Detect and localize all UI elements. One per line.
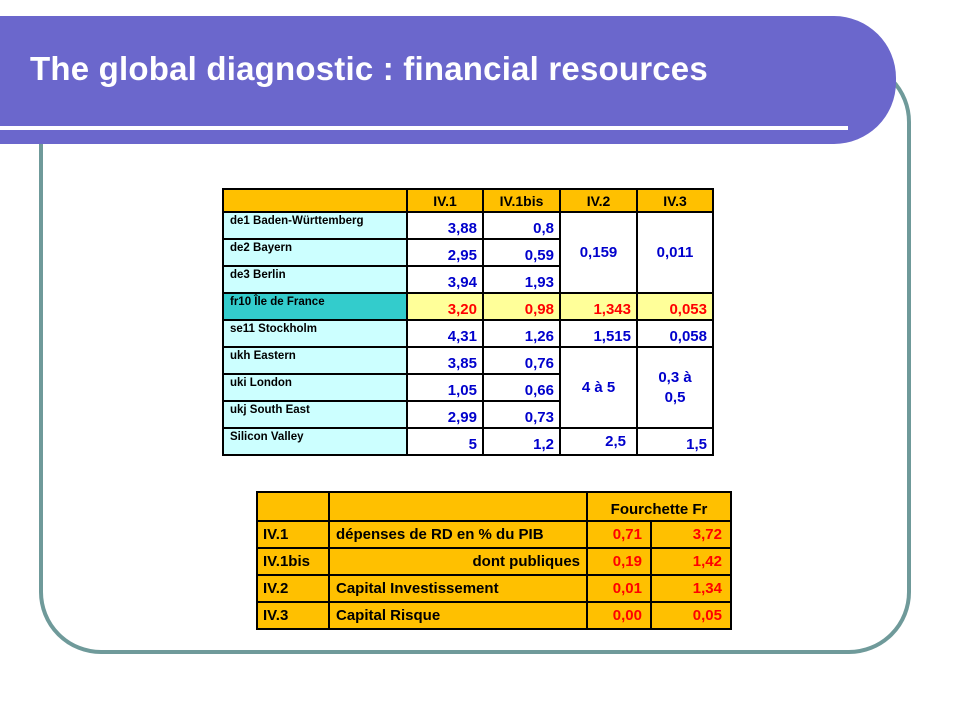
header-cell-iv1bis: IV.1bis bbox=[483, 189, 560, 212]
title-underline bbox=[0, 126, 848, 130]
value-iv2: 1,343 bbox=[560, 293, 637, 320]
indicator-label: Capital Investissement bbox=[329, 575, 587, 602]
value-iv3: 0,058 bbox=[637, 320, 713, 347]
value-iv1bis: 1,2 bbox=[483, 428, 560, 455]
value-iv3-uk-line1: 0,3 à bbox=[658, 368, 692, 386]
value-iv1bis: 0,66 bbox=[483, 374, 560, 401]
region-name: uki London bbox=[223, 374, 407, 401]
table-row bbox=[257, 521, 731, 548]
value-iv2: 1,515 bbox=[560, 320, 637, 347]
value-iv1bis: 0,8 bbox=[483, 212, 560, 239]
table-row bbox=[257, 548, 731, 575]
header-cell-blank bbox=[257, 492, 329, 521]
value-iv1: 2,95 bbox=[407, 239, 483, 266]
value-iv1bis: 0,76 bbox=[483, 347, 560, 374]
indicator-label: dont publiques bbox=[329, 548, 587, 575]
value-iv3-uk-line2: 0,5 bbox=[664, 388, 686, 406]
header-fourchette: Fourchette Fr bbox=[587, 492, 731, 521]
range-min: 0,19 bbox=[587, 548, 651, 575]
value-iv1: 1,05 bbox=[407, 374, 483, 401]
region-name: ukh Eastern bbox=[223, 347, 407, 374]
table-row bbox=[257, 575, 731, 602]
value-iv3-uk bbox=[637, 347, 713, 428]
value-iv1: 3,88 bbox=[407, 212, 483, 239]
region-name: Silicon Valley bbox=[223, 428, 407, 455]
region-name: de2 Bayern bbox=[223, 239, 407, 266]
value-iv3: 1,5 bbox=[637, 428, 713, 455]
region-name: fr10 Île de France bbox=[223, 293, 407, 320]
value-iv1: 4,31 bbox=[407, 320, 483, 347]
table-row bbox=[223, 320, 713, 347]
region-name: de1 Baden-Württemberg bbox=[223, 212, 407, 239]
region-name: se11 Stockholm bbox=[223, 320, 407, 347]
slide-title: The global diagnostic : financial resources bbox=[30, 50, 708, 87]
indicator-code: IV.2 bbox=[257, 575, 329, 602]
value-iv1bis: 1,93 bbox=[483, 266, 560, 293]
table-row bbox=[223, 347, 713, 374]
range-max: 0,05 bbox=[651, 602, 731, 629]
indicator-code: IV.1 bbox=[257, 521, 329, 548]
range-max: 3,72 bbox=[651, 521, 731, 548]
value-iv1bis: 0,59 bbox=[483, 239, 560, 266]
region-name: ukj South East bbox=[223, 401, 407, 428]
value-iv2: 2,5 bbox=[560, 428, 637, 455]
indicator-code: IV.1bis bbox=[257, 548, 329, 575]
header-cell-iv3: IV.3 bbox=[637, 189, 713, 212]
regional-indicators-table bbox=[222, 188, 714, 456]
header-cell-iv1: IV.1 bbox=[407, 189, 483, 212]
header-cell-blank bbox=[223, 189, 407, 212]
range-max: 1,34 bbox=[651, 575, 731, 602]
value-iv1: 5 bbox=[407, 428, 483, 455]
value-iv1bis: 0,98 bbox=[483, 293, 560, 320]
value-iv1: 3,85 bbox=[407, 347, 483, 374]
header-cell-blank bbox=[329, 492, 587, 521]
value-iv3-germany: 0,011 bbox=[637, 212, 713, 293]
value-iv1: 3,94 bbox=[407, 266, 483, 293]
range-min: 0,71 bbox=[587, 521, 651, 548]
region-name: de3 Berlin bbox=[223, 266, 407, 293]
value-iv1bis: 1,26 bbox=[483, 320, 560, 347]
table-header-row bbox=[257, 492, 731, 521]
value-iv2-germany: 0,159 bbox=[560, 212, 637, 293]
value-iv1: 2,99 bbox=[407, 401, 483, 428]
range-max: 1,42 bbox=[651, 548, 731, 575]
header-cell-iv2: IV.2 bbox=[560, 189, 637, 212]
table-row bbox=[223, 428, 713, 455]
table-row bbox=[257, 602, 731, 629]
france-range-table bbox=[256, 491, 732, 630]
value-iv2-uk: 4 à 5 bbox=[560, 347, 637, 428]
value-iv3: 0,053 bbox=[637, 293, 713, 320]
range-min: 0,01 bbox=[587, 575, 651, 602]
value-iv1: 3,20 bbox=[407, 293, 483, 320]
indicator-code: IV.3 bbox=[257, 602, 329, 629]
table-row-highlighted bbox=[223, 293, 713, 320]
indicator-label: Capital Risque bbox=[329, 602, 587, 629]
table-row bbox=[223, 212, 713, 239]
table-header-row bbox=[223, 189, 713, 212]
range-min: 0,00 bbox=[587, 602, 651, 629]
value-iv1bis: 0,73 bbox=[483, 401, 560, 428]
indicator-label: dépenses de RD en % du PIB bbox=[329, 521, 587, 548]
